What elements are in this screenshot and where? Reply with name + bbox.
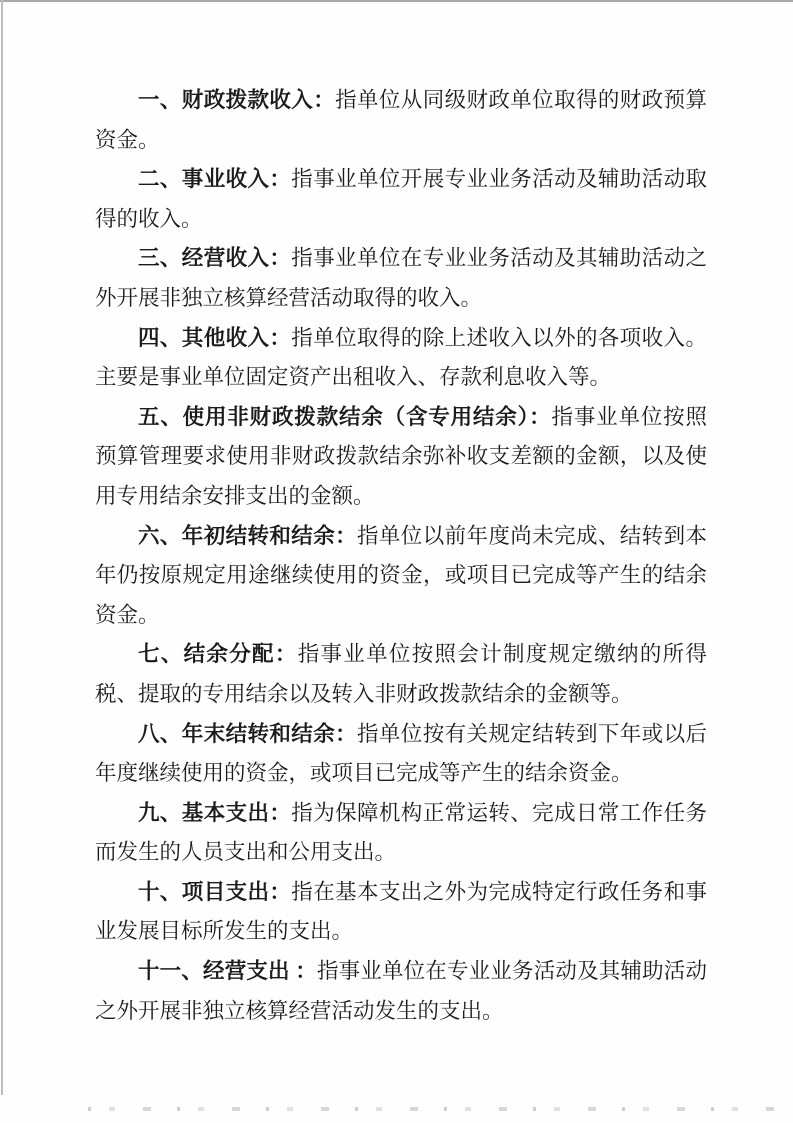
scan-artifact-noise (88, 1107, 778, 1111)
term-definition: 指单位从同级财政单位取得的财政预算资金。 (95, 88, 707, 152)
term-definition: 指为保障机构正常运转、完成日常工作任务而发生的人员支出和公用支出。 (95, 800, 707, 865)
definition-paragraph-3 (95, 239, 707, 318)
term-definition: 指事业单位按照预算管理要求使用非财政拨款结余弥补收支差额的金额，以及使用专用结余安排支出的金额。 (95, 404, 707, 508)
term-label: 四、其他收入： (138, 325, 292, 350)
term-label: 三、经营收入： (138, 246, 292, 271)
term-label: 五、使用非财政拨款结余（含专用结余）： (138, 404, 552, 429)
definition-paragraph-11 (95, 952, 707, 1031)
term-label: 十、项目支出： (138, 879, 292, 904)
scan-edge-left-line (1, 0, 3, 1095)
term-label: 七、结余分配： (138, 642, 298, 667)
term-label: 十一、经营支出 ： (138, 959, 317, 984)
term-definition: 指单位以前年度尚未完成、结转到本年仍按原规定用途继续使用的资金，或项目已完成等产生的结余资金。 (95, 523, 707, 627)
term-label: 八、年末结转和结余： (138, 721, 357, 746)
definition-paragraph-2 (95, 160, 707, 239)
term-definition: 指事业单位在专业业务活动及其辅助活动之外开展非独立核算经营活动发生的支出。 (95, 959, 707, 1023)
definition-paragraph-5 (95, 398, 707, 517)
definition-paragraph-9 (95, 794, 707, 873)
definition-paragraph-1 (95, 81, 707, 160)
term-label: 六、年初结转和结余： (138, 523, 357, 548)
term-definition: 指单位取得的除上述收入以外的各项收入。主要是事业单位固定资产出租收入、存款利息收入等。 (95, 325, 707, 390)
term-label: 一、财政拨款收入： (138, 88, 336, 112)
term-definition: 指事业单位开展专业业务活动及辅助活动取得的收入。 (95, 167, 707, 231)
term-definition: 指在基本支出之外为完成特定行政任务和事业发展目标所发生的支出。 (95, 879, 707, 944)
scan-edge-top-line (0, 0, 793, 2)
term-definition: 指事业单位在专业业务活动及其辅助活动之外开展非独立核算经营活动取得的收入。 (95, 246, 707, 310)
definition-paragraph-8 (95, 715, 707, 794)
term-definition: 指事业单位按照会计制度规定缴纳的所得税、提取的专用结余以及转入非财政拨款结余的金额等。 (95, 642, 707, 706)
document-body (95, 81, 707, 1031)
term-label: 九、基本支出： (138, 800, 292, 825)
term-definition: 指单位按有关规定结转到下年或以后年度继续使用的资金，或项目已完成等产生的结余资金。 (95, 721, 707, 786)
definition-paragraph-10 (95, 873, 707, 952)
definition-paragraph-4 (95, 319, 707, 398)
term-label: 二、事业收入： (138, 167, 292, 192)
definition-paragraph-7 (95, 635, 707, 714)
definition-paragraph-6 (95, 517, 707, 636)
